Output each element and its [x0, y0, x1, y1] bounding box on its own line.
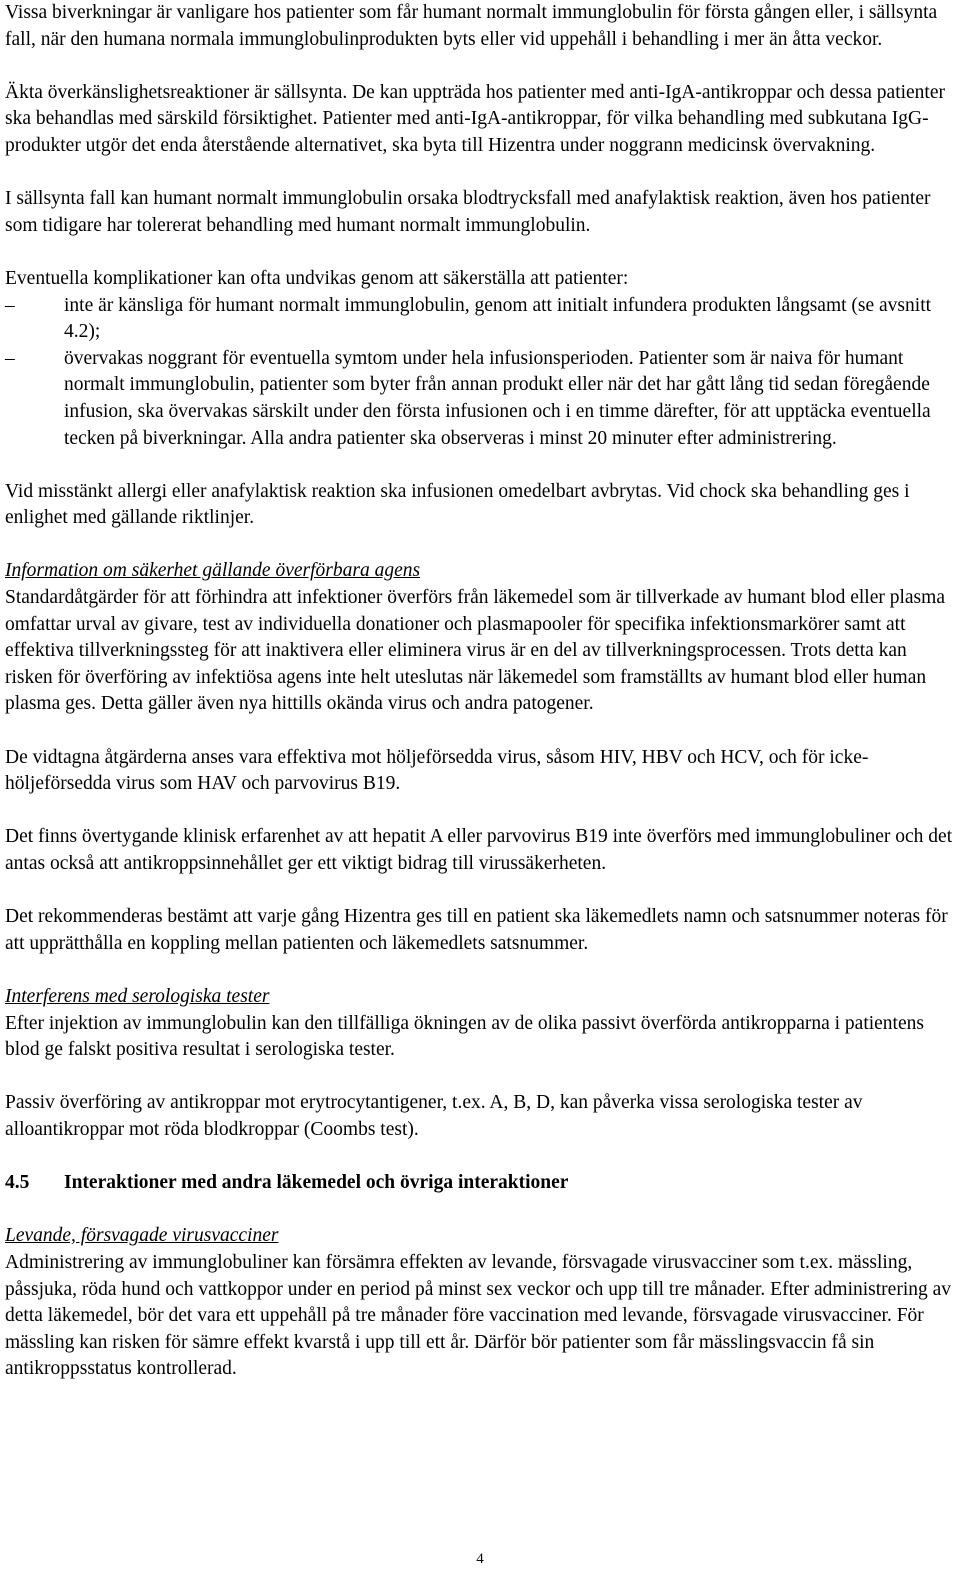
subheading-serology: Interferens med serologiska tester	[5, 985, 270, 1007]
paragraph-passive-transfer: Passiv överföring av antikroppar mot erytrocytantigener, t.ex. A, B, D, kan påverka vissa serologiska tester av alloantikroppar mot röda blodkroppar (Coombs test).	[5, 1092, 863, 1140]
paragraph-batch-recording: Det rekommenderas bestämt att varje gång Hizentra ges till en patient ska läkemedlets namn och satsnummer noteras för att upprätthålla en koppling mellan patienten och läkemedlets satsnummer.	[5, 906, 948, 954]
subheading-transmissible-agents: Information om säkerhet gällande överförbara agens	[5, 560, 421, 582]
complications-list	[5, 293, 957, 453]
page-number: 4	[476, 1551, 484, 1567]
subheading-vaccines: Levande, försvagade virusvacciner	[5, 1225, 279, 1247]
paragraph-first-time-reactions: Vissa biverkningar är vanligare hos patienter som får humant normalt immunglobulin för första gången eller, i sällsynta fall, när den humana normala immunglobulinprodukten byts eller vid uppehåll i behandling i mer än åtta veckor.	[5, 2, 938, 50]
paragraph-hypersensitivity: Äkta överkänslighetsreaktioner är sällsynta. De kan uppträda hos patienter med anti-IgA-antikroppar och dessa patienter ska behandlas med särskild försiktighet. Patienter med anti-IgA-antikroppar, för vilka behandling med subkutana IgG-produkter utgör det enda återstående alternativet, ska byta till Hizentra under noggrann medicinsk övervakning.	[5, 81, 945, 156]
paragraph-enveloped-viruses: De vidtagna åtgärderna anses vara effektiva mot höljeförsedda virus, såsom HIV, HBV och HCV, och för icke-höljeförsedda virus som HAV och parvovirus B19.	[5, 746, 869, 795]
paragraph-complications-intro: Eventuella komplikationer kan ofta undvikas genom att säkerställa att patienter:	[5, 267, 629, 289]
dash-bullet: –	[5, 294, 15, 316]
document-page	[5, 0, 957, 1409]
section-title: Interaktioner med andra läkemedel och övriga interaktioner	[64, 1172, 569, 1194]
list-item	[5, 293, 957, 346]
paragraph-standard-measures: Standardåtgärder för att förhindra att infektioner överförs från läkemedel som är tillverkade av humant blod eller plasma omfattar urval av givare, test av individuella donationer och plasmapooler för specifika infektionsmarkörer samt att effektiva tillverkningssteg för att inaktivera eller eliminera virus är en del av tillverkningsprocessen. Trots detta kan risken för överföring av infektiösa agens inte helt uteslutas när läkemedel som framställts av humant blod eller human plasma ges. Detta gäller även nya hittills okända virus och andra patogener.	[5, 587, 945, 715]
list-item-text: övervakas noggrant för eventuella symtom under hela infusionsperioden. Patienter som är naiva för humant normalt immunglobulin, patienter som byter från annan produkt eller när det har gått lång tid sedan föregående infusion, ska övervakas särskilt under den första infusionen och i en timme därefter, för att upptäcka eventuella tecken på biverkningar. Alla andra patienter ska observeras i minst 20 minuter efter administrering.	[64, 347, 931, 449]
paragraph-serology-false-positive: Efter injektion av immunglobulin kan den tillfälliga ökningen av de olika passivt överförda antikropparna i patientens blod ge falskt positiva resultat i serologiska tester.	[5, 1012, 924, 1061]
paragraph-anaphylaxis: Vid misstänkt allergi eller anafylaktisk reaktion ska infusionen omedelbart avbrytas. Vid chock ska behandling ges i enlighet med gällande riktlinjer.	[5, 480, 910, 529]
paragraph-live-vaccines: Administrering av immunglobuliner kan försämra effekten av levande, försvagade virusvacciner som t.ex. mässling, påssjuka, röda hund och vattkoppor under en period på minst sex veckor och upp till tre månader. Efter administrering av detta läkemedel, bör det vara ett uppehåll på tre månader före vaccination med levande, försvagade virusvacciner. För mässling kan risken för sämre effekt kvarstå i upp till ett år. Därför bör patienter som får mässlingsvaccin få sin antikroppsstatus kontrollerad.	[5, 1251, 952, 1380]
list-item	[5, 346, 957, 452]
list-item-text: inte är känsliga för humant normalt immunglobulin, genom att initialt infundera produkten långsamt (se avsnitt 4.2);	[64, 294, 932, 343]
section-number: 4.5	[5, 1172, 30, 1194]
dash-bullet: –	[5, 347, 15, 369]
section-heading	[5, 1170, 957, 1197]
paragraph-hypotension: I sällsynta fall kan humant normalt immunglobulin orsaka blodtrycksfall med anafylaktisk reaktion, även hos patienter som tidigare har tolererat behandling med humant normalt immunglobulin.	[5, 188, 931, 236]
paragraph-clinical-experience: Det finns övertygande klinisk erfarenhet av att hepatit A eller parvovirus B19 inte överförs med immunglobuliner och det antas också att antikroppsinnehållet ger ett viktigt bidrag till virussäkerheten.	[5, 826, 953, 874]
